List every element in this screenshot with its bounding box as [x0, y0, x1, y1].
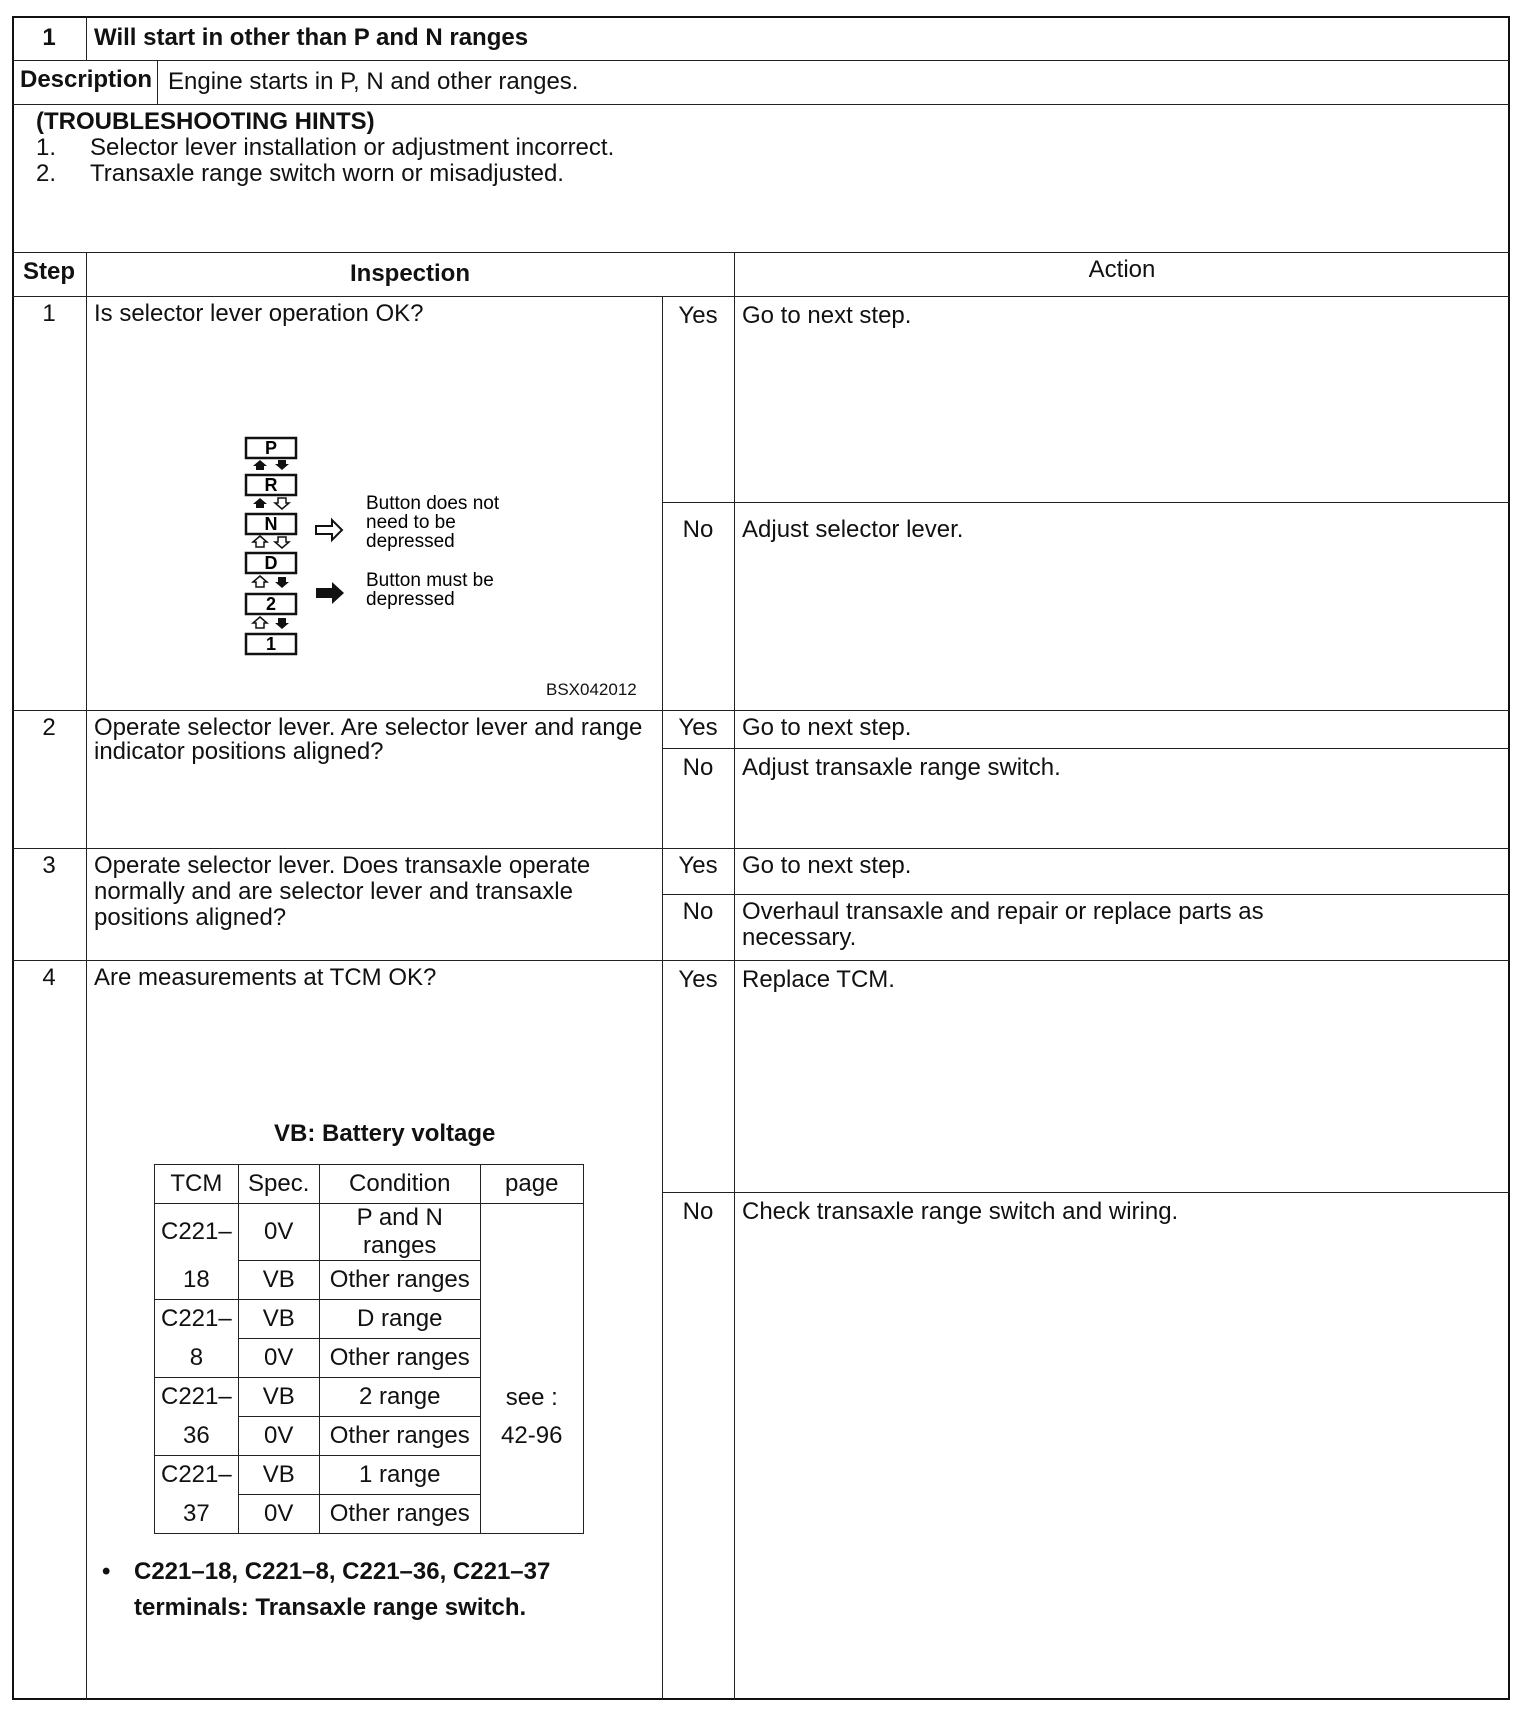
- tcm-cell: C221–: [155, 1378, 239, 1417]
- tcm-cell: 37: [155, 1495, 239, 1534]
- legend-not-depressed-line: need to be: [366, 512, 456, 533]
- divider: [12, 60, 1510, 61]
- condition-cell: 1 range: [319, 1456, 480, 1495]
- step-inspection: Are measurements at TCM OK?: [94, 964, 437, 991]
- legend-not-depressed-line: depressed: [366, 531, 455, 552]
- hints-title: (TROUBLESHOOTING HINTS): [36, 108, 375, 135]
- step-inspection: Is selector lever operation OK?: [94, 300, 424, 327]
- page-ref-line: 42-96: [501, 1421, 563, 1449]
- spec-cell: 0V: [238, 1495, 319, 1534]
- note-line: C221–18, C221–8, C221–36, C221–37: [134, 1558, 551, 1585]
- table-header-row: [155, 1165, 584, 1204]
- header-number: 1: [42, 24, 56, 51]
- hollow-arrow-down-icon: [275, 537, 289, 548]
- condition-cell: Other ranges: [319, 1339, 480, 1378]
- divider: [662, 502, 1510, 503]
- divider: [12, 104, 1510, 105]
- yes-action: Replace TCM.: [742, 966, 895, 993]
- divider: [12, 296, 1510, 297]
- legend-depressed-line: Button must be: [366, 570, 494, 591]
- selector-lever-diagram: [240, 432, 560, 692]
- divider: [12, 710, 1510, 711]
- svg-text:2: 2: [265, 594, 277, 614]
- spec-cell: 0V: [238, 1339, 319, 1378]
- header-title: Will start in other than P and N ranges: [94, 24, 529, 51]
- divider: [12, 252, 1510, 253]
- solid-arrow-down-icon: [275, 618, 289, 629]
- diagram-code: BSX042012: [546, 680, 637, 699]
- svg-text:D: D: [264, 553, 278, 573]
- tcm-cell: C221–: [155, 1300, 239, 1339]
- tcm-spec-table: [154, 1164, 584, 1534]
- column-header-action: Action: [1088, 256, 1156, 283]
- hint-number: 2.: [36, 160, 57, 187]
- no-action: Check transaxle range switch and wiring.: [742, 1198, 1179, 1225]
- spec-cell: VB: [238, 1261, 319, 1300]
- divider: [662, 894, 1510, 895]
- no-action: Adjust transaxle range switch.: [742, 754, 1061, 781]
- condition-cell: 2 range: [319, 1378, 480, 1417]
- yes-label: Yes: [678, 714, 718, 741]
- tcm-cell: C221–: [155, 1204, 239, 1261]
- step-inspection-line: positions aligned?: [94, 904, 287, 931]
- yes-label: Yes: [678, 302, 718, 329]
- header-tcm: TCM: [155, 1165, 239, 1204]
- condition-cell: P and N ranges: [319, 1204, 480, 1261]
- hollow-arrow-up-icon: [253, 576, 267, 587]
- divider: [662, 748, 1510, 749]
- step-inspection-line: Operate selector lever. Does transaxle operate: [94, 852, 591, 879]
- yes-action: Go to next step.: [742, 302, 912, 329]
- position-box-n: [246, 514, 296, 534]
- no-action: Adjust selector lever.: [742, 516, 964, 543]
- position-box-p: [246, 438, 296, 458]
- divider: [157, 60, 158, 104]
- tcm-cell: 36: [155, 1417, 239, 1456]
- position-box-r: [246, 475, 296, 495]
- hint-text: Selector lever installation or adjustment incorrect.: [90, 134, 615, 161]
- spec-cell: VB: [238, 1456, 319, 1495]
- no-label: No: [682, 898, 714, 925]
- hollow-arrow-up-icon: [253, 536, 267, 547]
- divider: [12, 848, 1510, 849]
- hollow-arrow-up-icon: [253, 617, 267, 628]
- no-action-line: Overhaul transaxle and repair or replace parts as: [742, 898, 1264, 925]
- svg-text:N: N: [264, 514, 278, 534]
- step-inspection-line: normally and are selector lever and transaxle: [94, 878, 573, 905]
- page-cell: [480, 1204, 583, 1534]
- position-box-d: [246, 553, 296, 573]
- solid-arrow-up-icon: [253, 460, 267, 470]
- legend-not-depressed-line: Button does not: [366, 493, 500, 514]
- tcm-cell: C221–: [155, 1456, 239, 1495]
- divider: [86, 252, 87, 1700]
- page-ref-line: see :: [505, 1383, 558, 1411]
- yes-action: Go to next step.: [742, 852, 912, 879]
- step-number: 2: [42, 714, 56, 741]
- step-inspection-line: Operate selector lever. Are selector lever and range: [94, 714, 643, 741]
- no-label: No: [682, 1198, 714, 1225]
- step-number: 3: [42, 852, 56, 879]
- description-text: Engine starts in P, N and other ranges.: [168, 68, 579, 95]
- description-label: Description: [20, 66, 153, 93]
- note-line: terminals: Transaxle range switch.: [134, 1594, 527, 1621]
- position-box-2: [246, 594, 296, 614]
- no-label: No: [682, 516, 714, 543]
- table-row: [155, 1204, 584, 1261]
- note-bullet: •: [102, 1558, 111, 1585]
- spec-cell: 0V: [238, 1204, 319, 1261]
- spec-cell: VB: [238, 1300, 319, 1339]
- solid-arrow-down-icon: [275, 460, 289, 470]
- column-header-inspection: Inspection: [349, 260, 470, 287]
- yes-action: Go to next step.: [742, 714, 912, 741]
- yes-label: Yes: [678, 852, 718, 879]
- step-number: 1: [42, 300, 56, 327]
- legend-depressed-line: depressed: [366, 589, 455, 610]
- svg-text:P: P: [264, 438, 278, 458]
- condition-cell: Other ranges: [319, 1261, 480, 1300]
- divider: [12, 960, 1510, 961]
- step-number: 4: [42, 964, 56, 991]
- header-condition: Condition: [319, 1165, 480, 1204]
- solid-arrow-up-icon: [253, 498, 267, 508]
- hollow-arrow-down-icon: [275, 498, 289, 509]
- divider: [662, 1192, 1510, 1193]
- svg-text:1: 1: [265, 634, 277, 654]
- solid-arrow-down-icon: [275, 577, 289, 588]
- no-action-line: necessary.: [742, 924, 857, 951]
- legend-hollow-arrow-icon: [316, 520, 342, 540]
- condition-cell: Other ranges: [319, 1417, 480, 1456]
- header-spec: Spec.: [238, 1165, 319, 1204]
- position-box-1: [246, 634, 296, 654]
- hint-number: 1.: [36, 134, 57, 161]
- legend-solid-arrow-icon: [316, 582, 344, 604]
- step-inspection-line: indicator positions aligned?: [94, 738, 384, 765]
- spec-cell: 0V: [238, 1417, 319, 1456]
- divider: [662, 296, 663, 1700]
- column-header-step: Step: [22, 258, 75, 285]
- hint-text: Transaxle range switch worn or misadjusted.: [90, 160, 564, 187]
- header-page: page: [480, 1165, 583, 1204]
- spec-cell: VB: [238, 1378, 319, 1417]
- tcm-cell: 18: [155, 1261, 239, 1300]
- svg-text:R: R: [264, 475, 278, 495]
- yes-label: Yes: [678, 966, 718, 993]
- no-label: No: [682, 754, 714, 781]
- condition-cell: D range: [319, 1300, 480, 1339]
- tcm-cell: 8: [155, 1339, 239, 1378]
- condition-cell: Other ranges: [319, 1495, 480, 1534]
- divider: [86, 16, 87, 60]
- spec-table-caption: VB: Battery voltage: [274, 1120, 496, 1147]
